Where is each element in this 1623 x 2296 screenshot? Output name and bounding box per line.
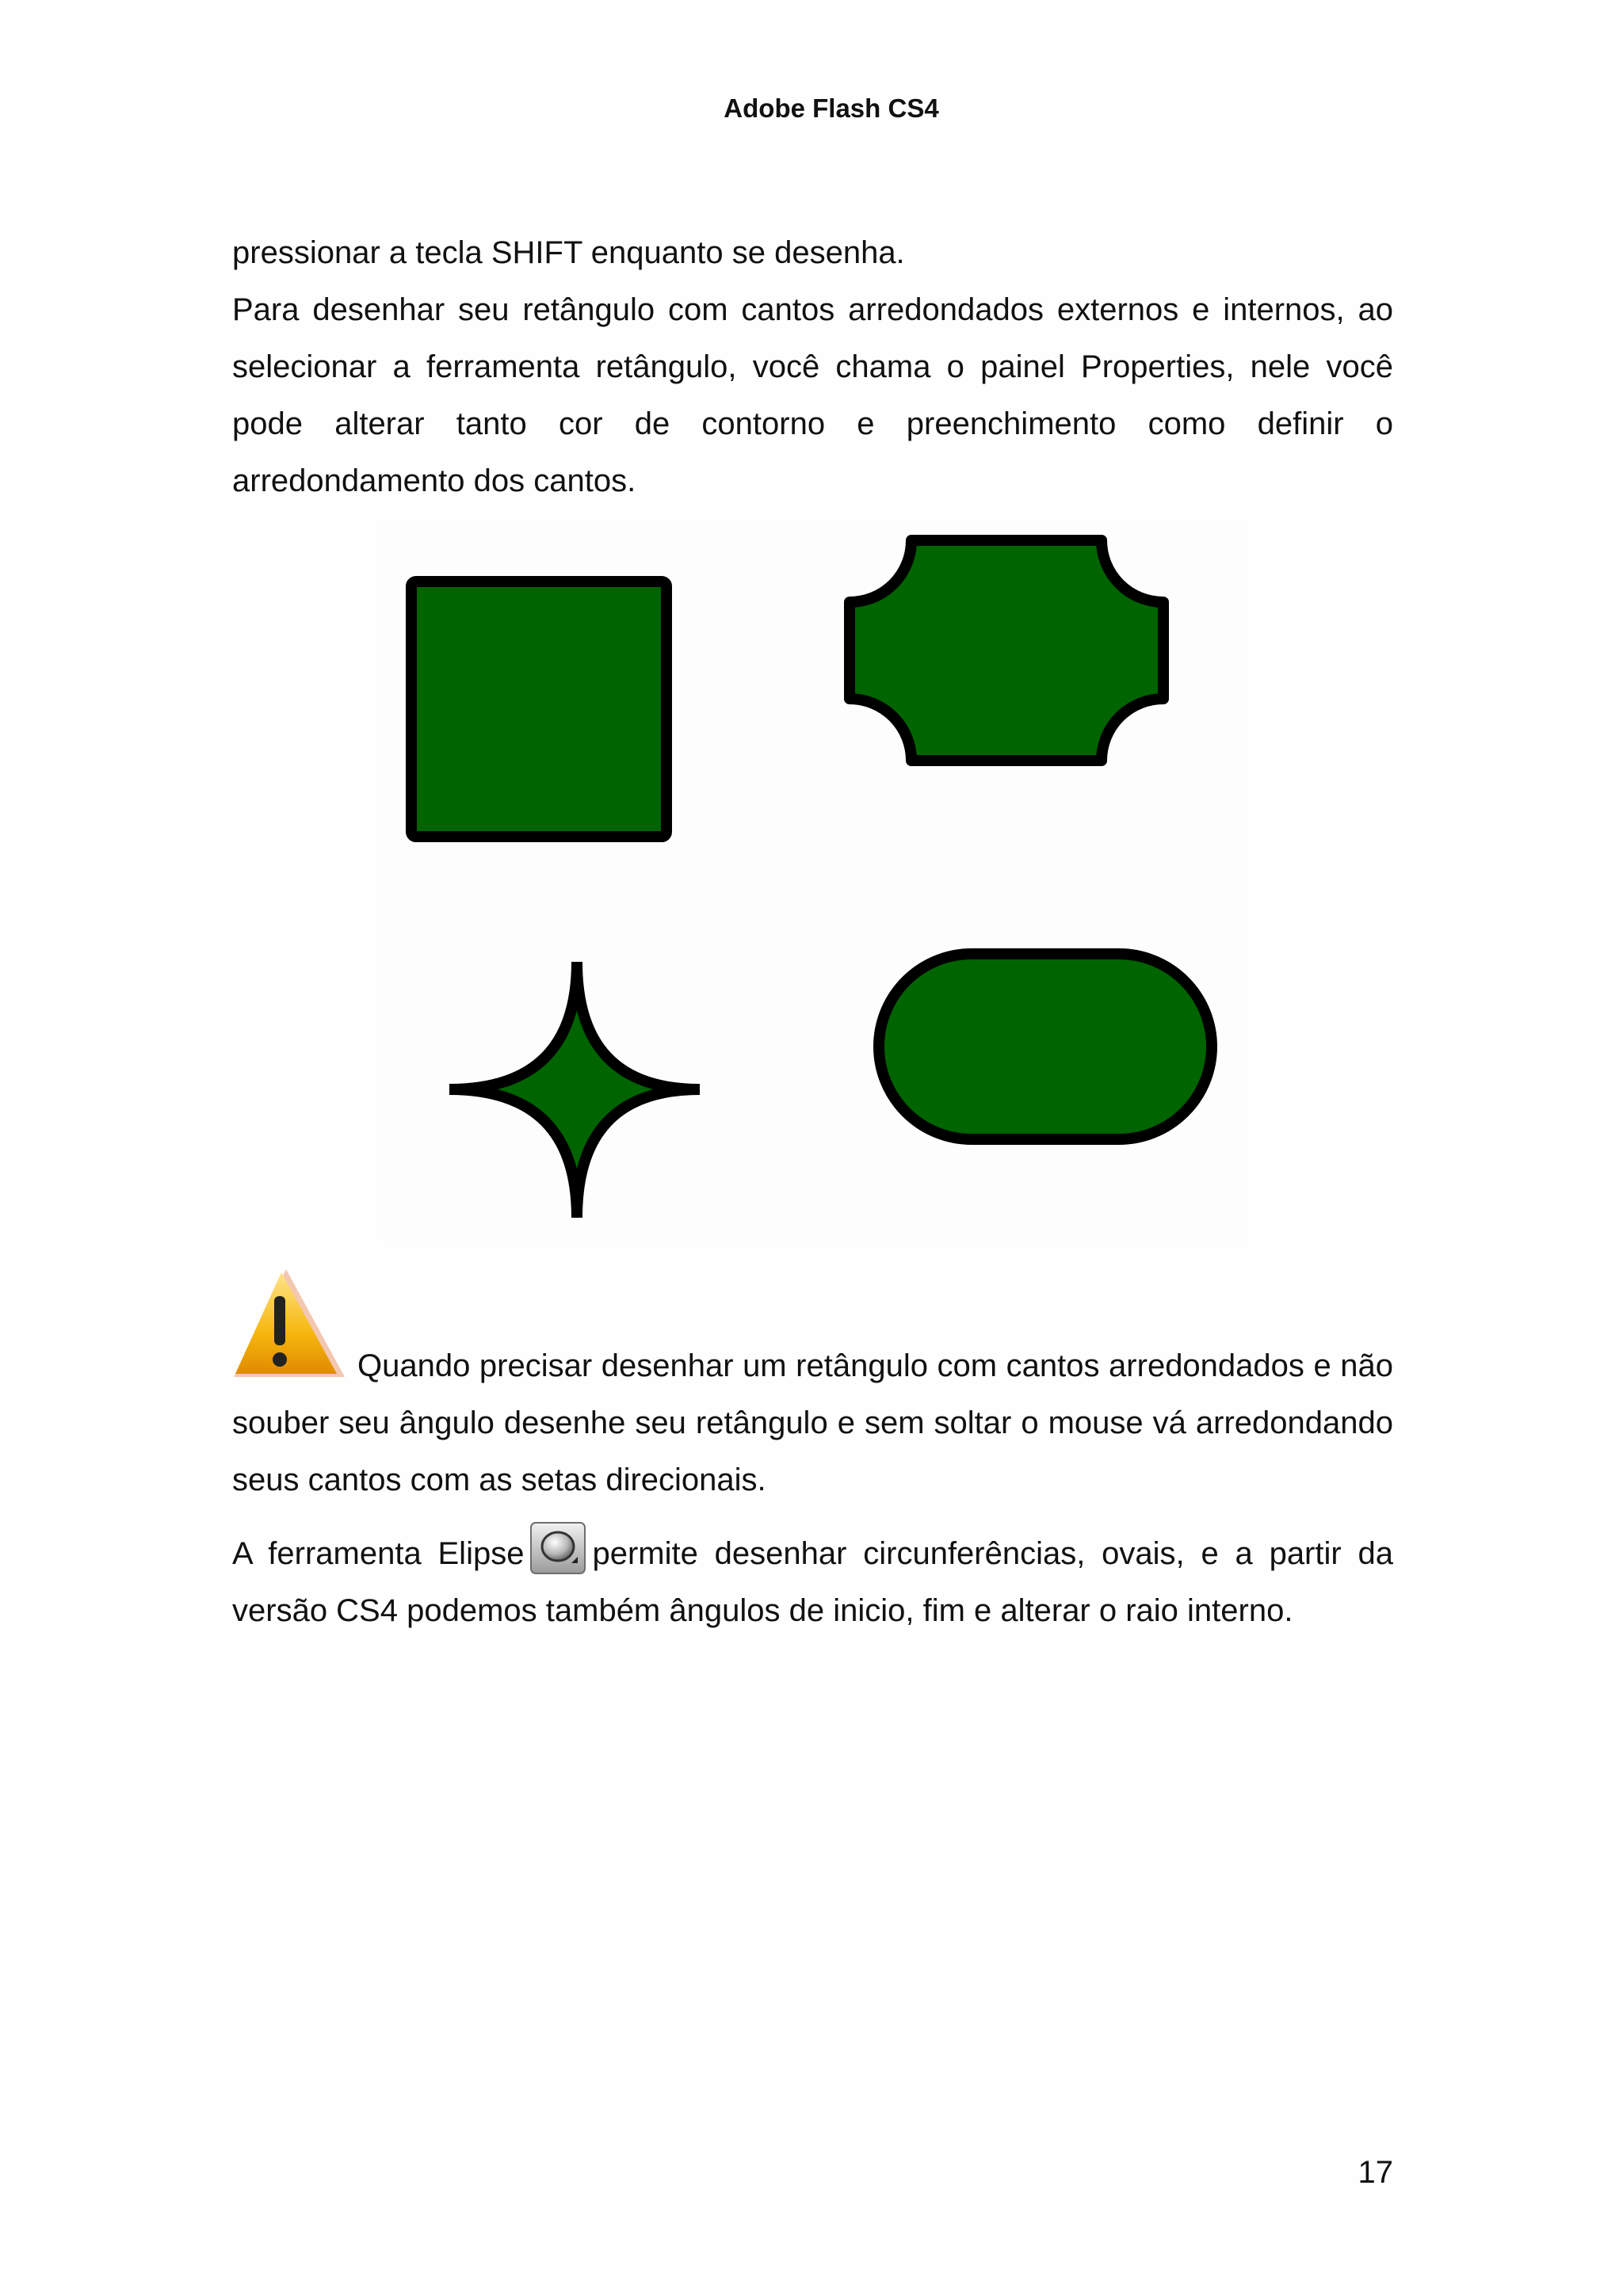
intro-section [232,224,1393,509]
page-header: Adobe Flash CS4 [724,93,939,123]
inverted-corner-rectangle-shape [850,540,1163,761]
four-point-star-shape [449,962,700,1218]
ellipse-text-after: permite desenhar circunferências, ovais, e a partir da versão CS4 podemos também ângulos de inicio, fim e alterar o raio interno. [232,1536,1393,1628]
ellipse-paragraph [232,1525,1393,1639]
warning-icon [232,1266,351,1385]
shapes-figure [383,521,1243,1242]
square-shape [411,582,666,837]
shapes-svg [383,521,1243,1242]
rounded-pill-shape [879,954,1212,1139]
ellipse-text-before: A ferramenta Elipse [232,1536,525,1571]
tip-section [232,1266,1393,1508]
tip-paragraph [232,1266,1393,1508]
rect-paragraph: Para desenhar seu retângulo com cantos arredondados externos e internos, ao selecionar a ferramenta retângulo, você chama o painel Properties, nele você pode alterar tanto cor de contorno e preenchimento como definir o arredondamento dos cantos. [232,292,1393,498]
intro-line: pressionar a tecla SHIFT enquanto se desenha. [232,235,905,270]
ellipse-section [232,1525,1393,1639]
tip-text: Quando precisar desenhar um retângulo com cantos arredondados e não souber seu ângulo desenhe seu retângulo e sem soltar o mouse vá arredondando seus cantos com as setas direcionais. [232,1348,1393,1497]
ellipse-tool-icon [530,1522,586,1574]
page-number: 17 [1358,2155,1393,2190]
